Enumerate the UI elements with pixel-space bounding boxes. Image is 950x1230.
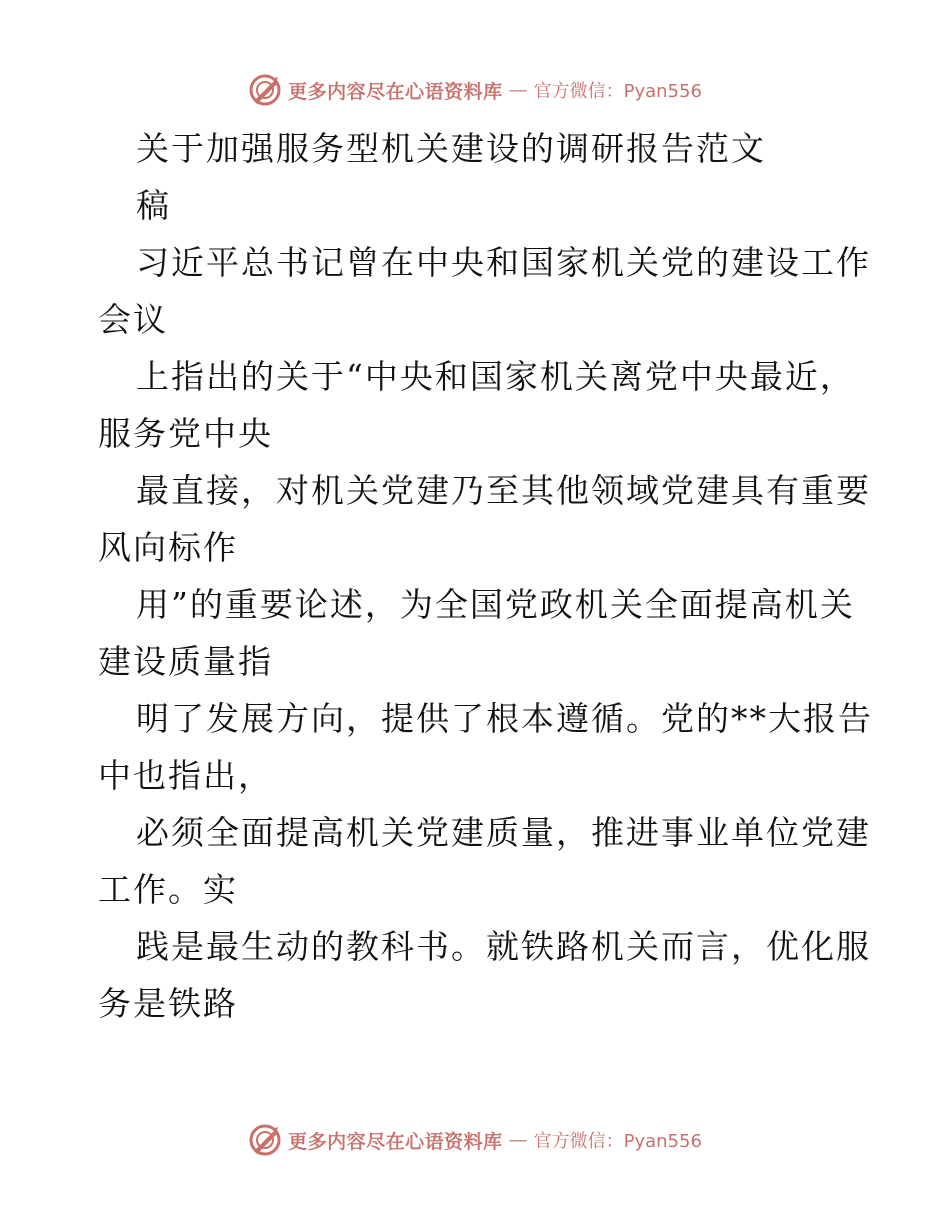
text-line: 务是铁路	[98, 984, 238, 1023]
banner-title: 更多内容尽在心语资料库	[288, 1130, 503, 1153]
logo-seal-icon	[248, 73, 282, 107]
text-line: 稿	[136, 186, 171, 225]
text-line: 必须全面提高机关党建质量，推进事业单位党建	[136, 813, 871, 852]
text-line: 服务党中央	[98, 414, 273, 453]
banner-wechat: 官方微信：Pyan556	[533, 81, 702, 102]
text-line: 明了发展方向，提供了根本遵循。党的**大报告	[136, 699, 873, 738]
logo-seal-icon	[248, 1123, 282, 1157]
text-line: 上指出的关于“中央和国家机关离党中央最近，	[136, 357, 855, 396]
banner-separator: —	[508, 1129, 528, 1151]
text-line: 会议	[98, 300, 168, 339]
text-line: 用”的重要论述，为全国党政机关全面提高机关	[136, 585, 855, 624]
banner-wechat: 官方微信：Pyan556	[533, 1131, 702, 1152]
text-line: 关于加强服务型机关建设的调研报告范文	[136, 129, 766, 168]
text-line: 中也指出，	[98, 756, 273, 795]
header-banner-content	[248, 73, 702, 107]
footer-banner-content	[248, 1123, 702, 1157]
text-line: 最直接，对机关党建乃至其他领域党建具有重要	[136, 471, 871, 510]
banner-separator: —	[508, 79, 528, 101]
document-body	[98, 120, 873, 1032]
text-line: 工作。实	[98, 870, 238, 909]
text-line: 风向标作	[98, 528, 238, 567]
text-line: 践是最生动的教科书。就铁路机关而言，优化服	[136, 927, 871, 966]
banner-title: 更多内容尽在心语资料库	[288, 80, 503, 103]
text-line: 建设质量指	[98, 642, 273, 681]
text-line: 习近平总书记曾在中央和国家机关党的建设工作	[136, 243, 871, 282]
header-banner	[0, 68, 950, 112]
footer-banner	[0, 1118, 950, 1162]
